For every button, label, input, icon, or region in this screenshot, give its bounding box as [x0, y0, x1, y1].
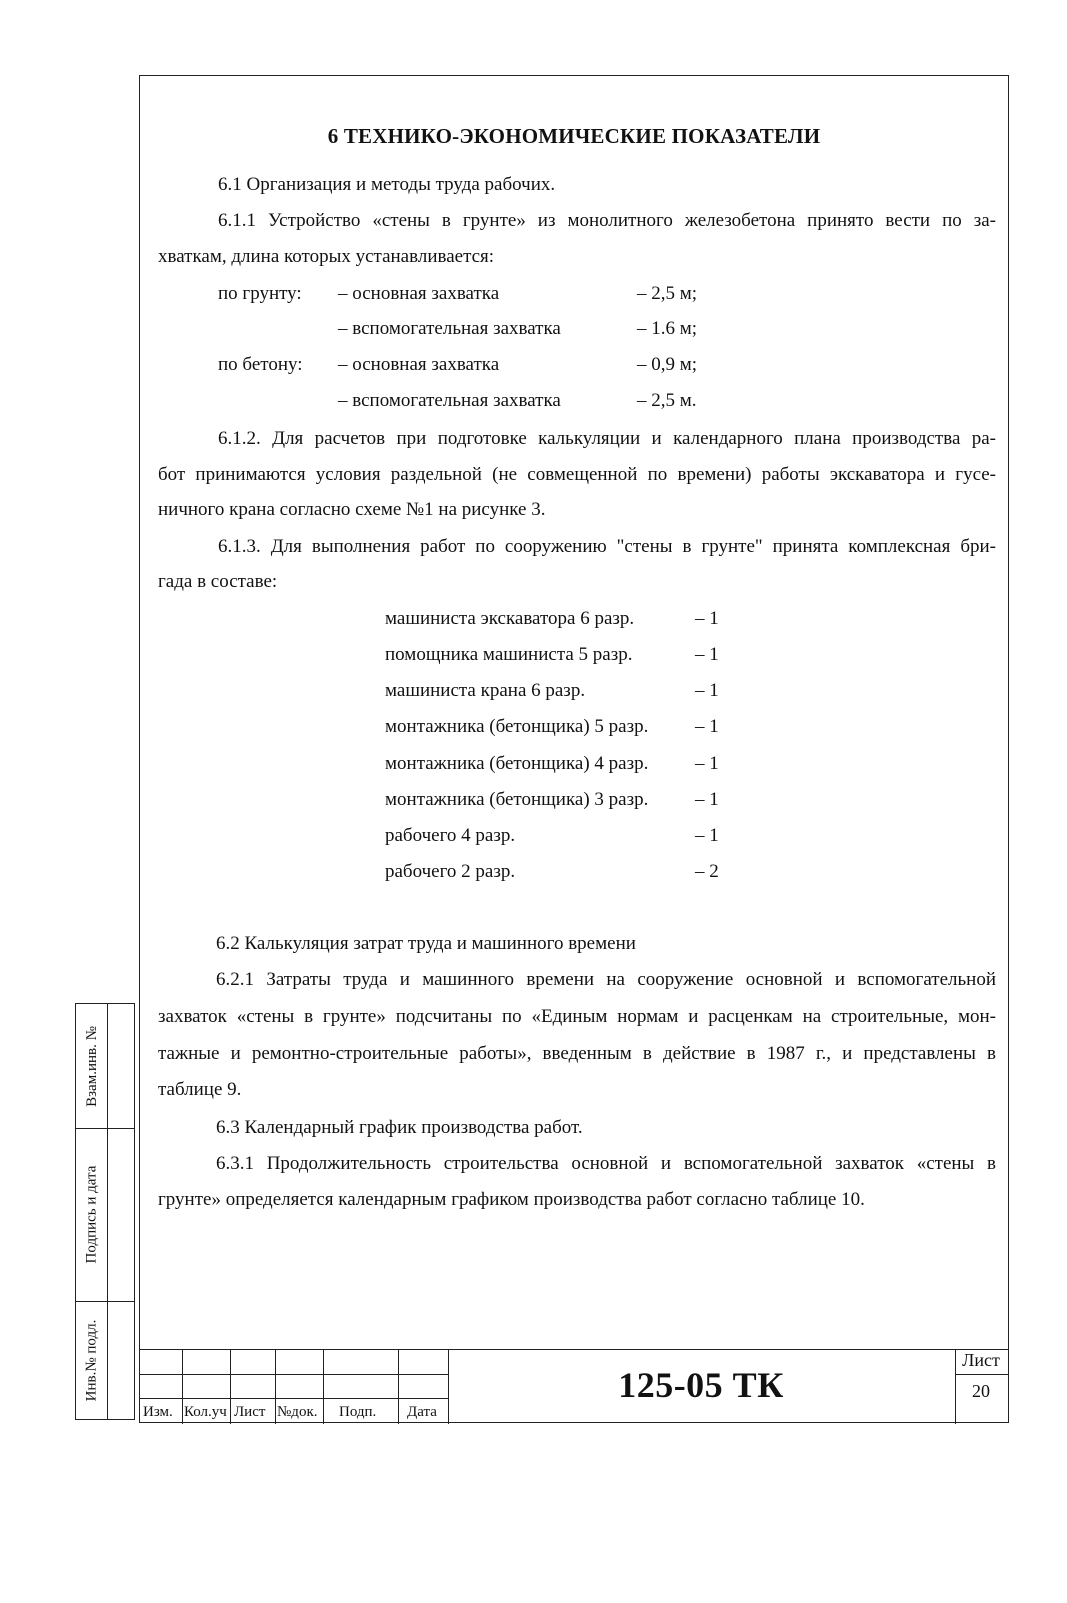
col-count: Кол.уч [184, 1404, 227, 1420]
crew-count: – 1 [695, 789, 719, 810]
crew-role: монтажника (бетонщика) 3 разр. [385, 789, 649, 810]
para-6-2-1-line3: тажные и ремонтно-строительные работы», введенным в действие в 1987 г., и представлены в [158, 1043, 996, 1064]
crew-count: – 1 [695, 825, 719, 846]
grip-value: – 2,5 м; [637, 283, 698, 304]
para-6-3-1-line1: 6.3.1 Продолжительность строительства основной и вспомогательной захваток «стены в [216, 1153, 996, 1174]
para-6-3-1-line2: грунте» определяется календарным графиком производства работ согласно таблице 10. [158, 1189, 865, 1210]
crew-role: монтажника (бетонщика) 5 разр. [385, 716, 649, 737]
grip-group: по бетону: [218, 354, 303, 375]
grip-value: – 2,5 м. [637, 390, 697, 411]
col-change: Изм. [143, 1404, 173, 1420]
crew-count: – 1 [695, 680, 719, 701]
subsection-6-3: 6.3 Календарный график производства работ. [216, 1117, 583, 1138]
document-code: 125-05 ТК [618, 1365, 784, 1405]
grip-value: – 0,9 м; [637, 354, 698, 375]
para-6-1-3-line1: 6.1.3. Для выполнения работ по сооружению "стены в грунте" принята комплексная бри- [218, 536, 996, 557]
grip-group: по грунту: [218, 283, 302, 304]
para-6-1-2-line2: бот принимаются условия раздельной (не совмещенной по времени) работы экскаватора и гусе- [158, 464, 996, 485]
col-signature: Подп. [339, 1404, 377, 1420]
sheet-number: 20 [972, 1381, 990, 1401]
col-sheet: Лист [234, 1404, 266, 1420]
para-6-1-2-line3: ничного крана согласно схеме №1 на рисунке 3. [158, 499, 546, 520]
crew-role: машиниста крана 6 разр. [385, 680, 586, 701]
crew-count: – 1 [695, 608, 719, 629]
subsection-6-1: 6.1 Организация и методы труда рабочих. [218, 174, 556, 195]
para-6-1-3-line2: гада в составе: [158, 571, 278, 592]
para-6-1-2-line1: 6.1.2. Для расчетов при подготовке калькуляции и календарного плана производства ра- [218, 428, 996, 449]
para-6-1-1-line2: хваткам, длина которых устанавливается: [158, 246, 495, 267]
side-label-replace-inv: Взам.инв. № [83, 1025, 100, 1107]
para-6-2-1-line1: 6.2.1 Затраты труда и машинного времени на сооружение основной и вспомогательной [216, 969, 996, 990]
crew-role: монтажника (бетонщика) 4 разр. [385, 753, 649, 774]
para-6-2-1-line2: захваток «стены в грунте» подсчитаны по «Единым нормам и расценкам на строительные, мон- [158, 1006, 996, 1027]
col-date: Дата [407, 1404, 437, 1420]
page-frame [139, 75, 1009, 1423]
crew-count: – 2 [695, 861, 719, 882]
crew-count: – 1 [695, 644, 719, 665]
crew-role: машиниста экскаватора 6 разр. [385, 608, 635, 629]
grip-value: – 1.6 м; [637, 318, 698, 339]
side-label-original-inv: Инв.№ подл. [83, 1319, 100, 1401]
para-6-1-1-line1: 6.1.1 Устройство «стены в грунте» из монолитного железобетона принято вести по за- [218, 210, 996, 231]
crew-role: рабочего 4 разр. [385, 825, 516, 846]
crew-count: – 1 [695, 753, 719, 774]
sheet-label: Лист [962, 1350, 1000, 1370]
col-doc-number: №док. [277, 1404, 318, 1420]
side-label-signature-date: Подпись и дата [83, 1165, 100, 1264]
crew-role: рабочего 2 разр. [385, 861, 516, 882]
grip-type: – вспомогательная захватка [338, 390, 561, 411]
para-6-2-1-line4: таблице 9. [158, 1079, 242, 1100]
grip-type: – основная захватка [338, 283, 500, 304]
subsection-6-2: 6.2 Калькуляция затрат труда и машинного времени [216, 933, 636, 954]
section-title: 6 ТЕХНИКО-ЭКОНОМИЧЕСКИЕ ПОКАЗАТЕЛИ [327, 124, 821, 148]
grip-type: – основная захватка [338, 354, 500, 375]
grip-type: – вспомогательная захватка [338, 318, 561, 339]
side-stamp [75, 1003, 135, 1420]
crew-count: – 1 [695, 716, 719, 737]
crew-role: помощника машиниста 5 разр. [385, 644, 633, 665]
